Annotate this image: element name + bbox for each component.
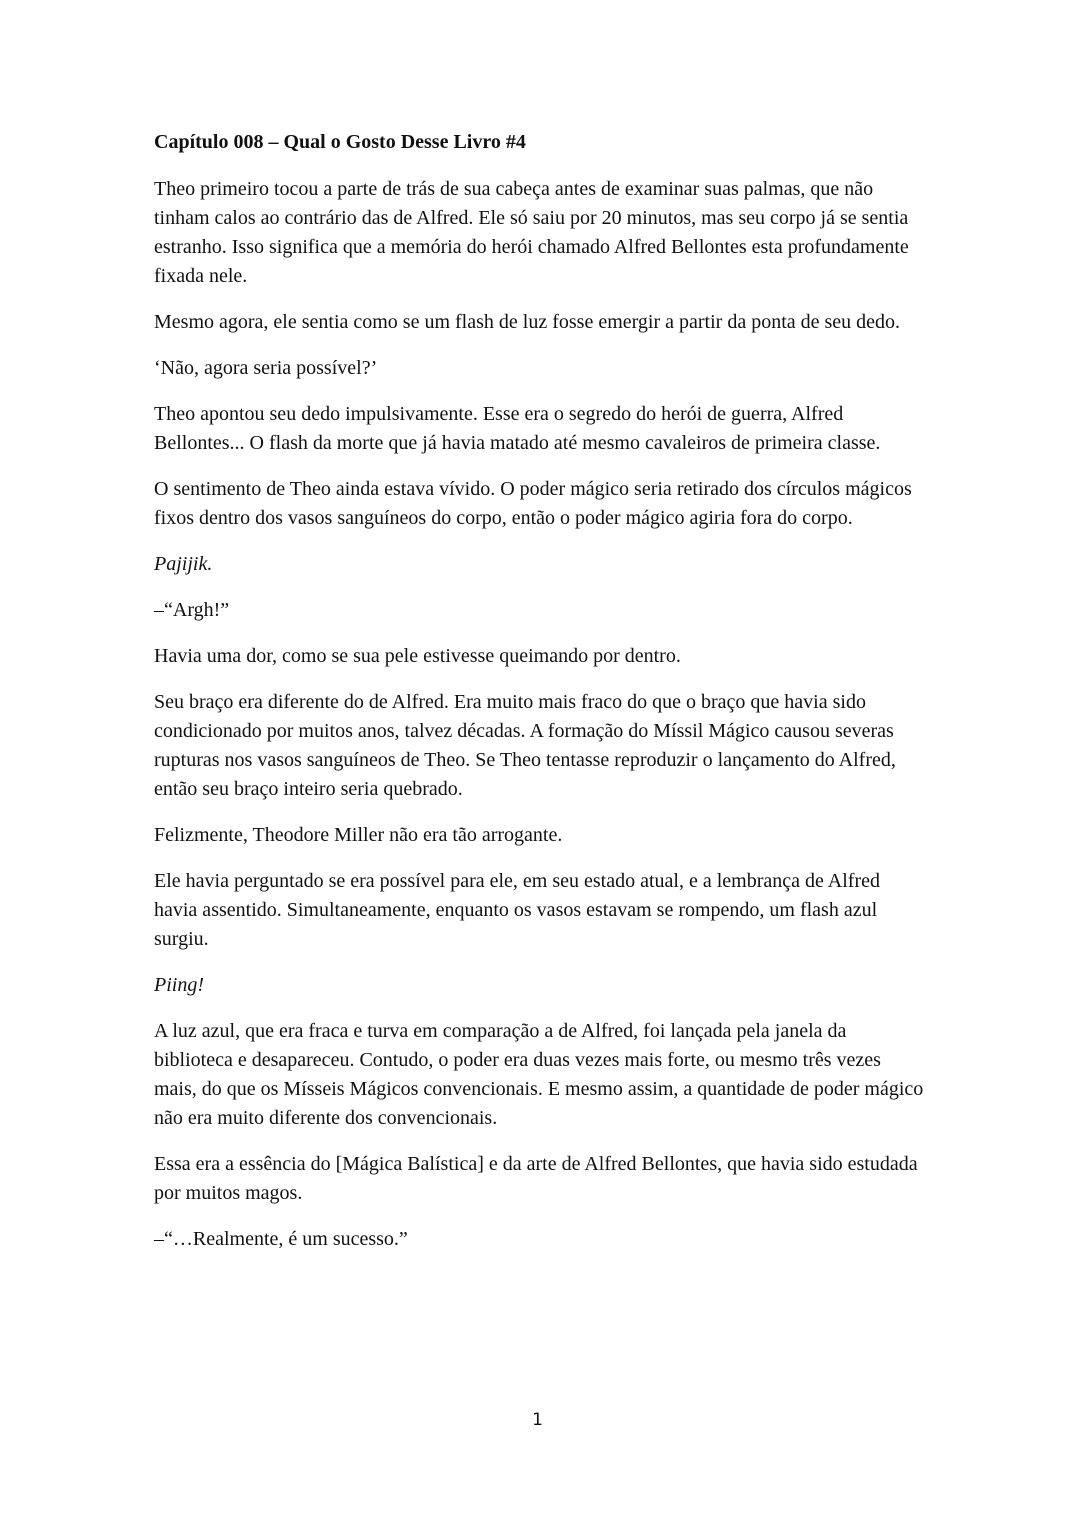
paragraph: O sentimento de Theo ainda estava vívido. O poder mágico seria retirado dos círculos mágicos fixos dentro dos vasos sanguíneos do corpo, então o poder mágico agiria fora do corpo. xyxy=(154,478,912,529)
paragraph: ‘Não, agora seria possível?’ xyxy=(154,357,378,379)
document-page xyxy=(154,128,924,1271)
paragraph: Theo primeiro tocou a parte de trás de sua cabeça antes de examinar suas palmas, que não tinham calos ao contrário das de Alfred. Ele só saiu por 20 minutos, mas seu corpo já se sentia estranho. Isso significa que a memória do herói chamado Alfred Bellontes esta profundamente fixada nele. xyxy=(154,178,909,287)
paragraph: Pajijik. xyxy=(154,553,213,575)
paragraph: Essa era a essência do [Mágica Balística] e da arte de Alfred Bellontes, que havia sido estudada por muitos magos. xyxy=(154,1153,918,1204)
paragraph: –“Argh!” xyxy=(154,599,230,621)
body-text xyxy=(154,175,924,1254)
paragraph: Piing! xyxy=(154,974,204,996)
paragraph: Ele havia perguntado se era possível para ele, em seu estado atual, e a lembrança de Alfred havia assentido. Simultaneamente, enquanto os vasos estavam se rompendo, um flash azul surgiu. xyxy=(154,870,880,950)
page-number: 1 xyxy=(532,1410,543,1430)
paragraph: Mesmo agora, ele sentia como se um flash de luz fosse emergir a partir da ponta de seu dedo. xyxy=(154,311,901,333)
paragraph: Theo apontou seu dedo impulsivamente. Esse era o segredo do herói de guerra, Alfred Bellontes... O flash da morte que já havia matado até mesmo cavaleiros de primeira classe. xyxy=(154,403,881,454)
paragraph: Havia uma dor, como se sua pele estivesse queimando por dentro. xyxy=(154,645,681,667)
paragraph: A luz azul, que era fraca e turva em comparação a de Alfred, foi lançada pela janela da biblioteca e desapareceu. Contudo, o poder era duas vezes mais forte, ou mesmo três vezes mais, do que os Mísseis Mágicos convencionais. E mesmo assim, a quantidade de poder mágico não era muito diferente dos convencionais. xyxy=(154,1020,924,1129)
chapter-title: Capítulo 008 – Qual o Gosto Desse Livro #4 xyxy=(154,131,526,153)
paragraph: Seu braço era diferente do de Alfred. Era muito mais fraco do que o braço que havia sido condicionado por muitos anos, talvez décadas. A formação do Míssil Mágico causou severas rupturas nos vasos sanguíneos de Theo. Se Theo tentasse reproduzir o lançamento do Alfred, então seu braço inteiro seria quebrado. xyxy=(154,691,896,800)
paragraph: Felizmente, Theodore Miller não era tão arrogante. xyxy=(154,824,563,846)
paragraph: –“…Realmente, é um sucesso.” xyxy=(154,1228,408,1250)
